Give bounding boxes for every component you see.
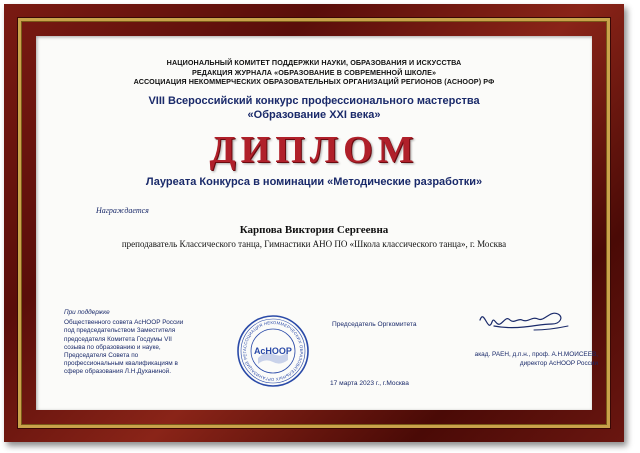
seal-ring-text: АССОЦИАЦИЯ НЕКОММЕРЧЕСКИХ ОБРАЗОВАТЕЛЬНЫХ ОРГАНИЗАЦИЙ РЕГ — [241, 319, 305, 383]
nomination-text: Лауреата Конкурса в номинации «Методические разработки» — [145, 176, 483, 188]
support-line: Общественного совета АсНООР России — [64, 319, 184, 327]
support-line: председателя Комитета Госдумы VII — [64, 335, 172, 343]
picture-frame — [4, 4, 624, 442]
diploma-sheet — [36, 36, 598, 410]
awarded-label: Награждается — [96, 206, 149, 215]
signer-position: директор АсНООР России — [519, 360, 598, 367]
support-line: Председателя Совета по — [64, 352, 139, 360]
support-line: созыва по образованию и науке, — [64, 343, 161, 351]
support-line: под председательством Заместителя — [64, 327, 176, 335]
contest-title — [36, 94, 592, 122]
organizer-line-3: АССОЦИАЦИЯ НЕКОММЕРЧЕСКИХ ОБРАЗОВАТЕЛЬНЫХ ОРГАНИЗАЦИЙ РЕГИОНОВ (АСНООР) РФ — [133, 77, 495, 86]
support-line: профессиональным квалификациям в — [64, 360, 178, 368]
recipient-role: преподаватель Классического танца, Гимнастики АНО ПО «Школа классического танца», г. Москва — [121, 239, 507, 249]
date-place: 17 марта 2023 г., г.Москва — [330, 380, 409, 387]
organizer-line-2: РЕДАКЦИЯ ЖУРНАЛА «ОБРАЗОВАНИЕ В СОВРЕМЕННОЙ ШКОЛЕ» — [191, 67, 437, 77]
diploma-title: ДИПЛОМ — [209, 129, 419, 171]
organizers-header — [36, 58, 592, 87]
organizer-line-1: НАЦИОНАЛЬНЫЙ КОМИТЕТ ПОДДЕРЖКИ НАУКИ, ОБРАЗОВАНИЯ И ИСКУССТВА — [166, 58, 462, 67]
signer-title: акад. РАЕН, д.п.н., проф. А.Н.МОИСЕЕВ, — [474, 351, 598, 358]
seal-center-text: АсНООР — [254, 346, 292, 356]
support-block — [64, 309, 224, 377]
contest-line-2: «Образование XXI века» — [247, 109, 381, 121]
support-line: сфере образования Л.Н.Духаниной. — [64, 368, 171, 376]
contest-line-1: VIII Всероссийский конкурс профессионального мастерства — [148, 95, 480, 107]
seal-stamp-icon — [236, 314, 310, 388]
signature-icon — [474, 300, 574, 340]
signer-block — [426, 350, 598, 368]
chair-label: Председатель Оргкомитета — [332, 321, 417, 328]
recipient-name: Карпова Виктория Сергеевна — [239, 224, 389, 236]
support-heading: При поддержке — [64, 309, 110, 316]
